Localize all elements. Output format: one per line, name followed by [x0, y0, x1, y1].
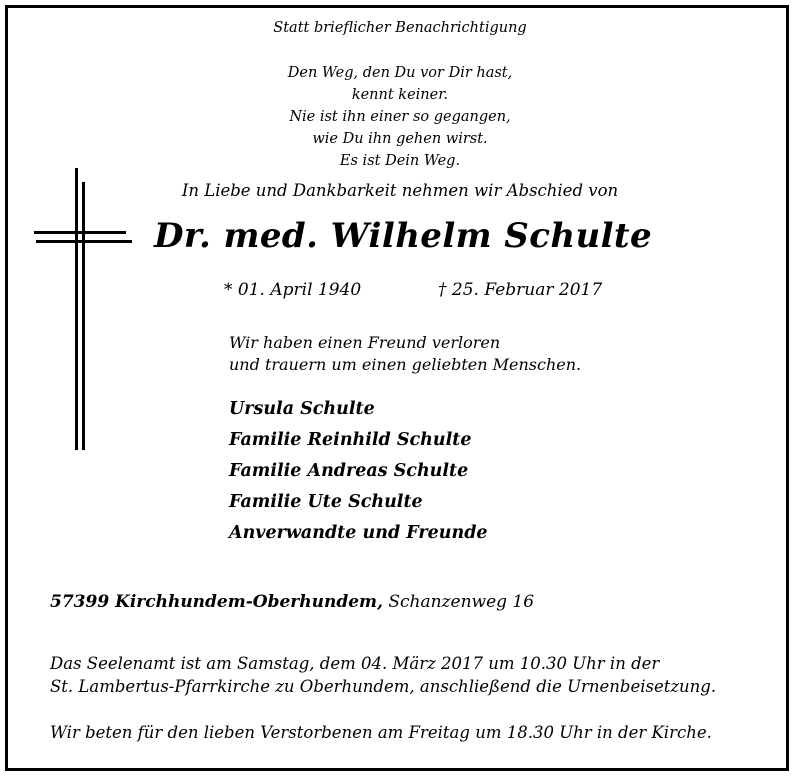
service-line: St. Lambertus-Pfarrkirche zu Oberhundem, anschließend die Urnenbeisetzung. [50, 677, 717, 696]
mourner-name: Familie Ute Schulte [229, 492, 423, 512]
poem-line: Nie ist ihn einer so gegangen, [289, 109, 511, 125]
birth-date: * 01. April 1940 [224, 280, 362, 300]
poem-line: wie Du ihn gehen wirst. [312, 131, 488, 147]
mourning-text [229, 332, 581, 376]
death-date: † 25. Februar 2017 [438, 280, 603, 300]
farewell-text: In Liebe und Dankbarkeit nehmen wir Abschied von [181, 181, 619, 200]
address-street: Schanzenweg 16 [388, 592, 535, 612]
service-info [50, 652, 716, 698]
mourner-name: Familie Reinhild Schulte [229, 430, 472, 450]
mourning-line: Wir haben einen Freund verloren [229, 333, 501, 352]
address-city: 57399 Kirchhundem-Oberhundem, [50, 592, 383, 612]
poem-line: Den Weg, den Du vor Dir hast, [287, 65, 513, 81]
service-line: Das Seelenamt ist am Samstag, dem 04. März 2017 um 10.30 Uhr in der [50, 654, 660, 673]
poem-line: kennt keiner. [351, 87, 449, 103]
poem-line: Es ist Dein Weg. [339, 153, 461, 169]
address [50, 592, 534, 612]
deceased-name: Dr. med. Wilhelm Schulte [153, 216, 653, 256]
obituary-card [5, 5, 789, 771]
header-notice: Statt brieflicher Benachrichtigung [273, 20, 527, 36]
poem [8, 62, 792, 172]
cross-icon [32, 168, 132, 450]
mourning-line: und trauern um einen geliebten Menschen. [229, 355, 582, 374]
prayer-info: Wir beten für den lieben Verstorbenen am Freitag um 18.30 Uhr in der Kirche. [50, 723, 712, 742]
mourners-list [229, 394, 488, 549]
mourner-name: Familie Andreas Schulte [229, 461, 469, 481]
mourner-name: Ursula Schulte [229, 399, 375, 419]
mourner-name: Anverwandte und Freunde [229, 523, 488, 543]
